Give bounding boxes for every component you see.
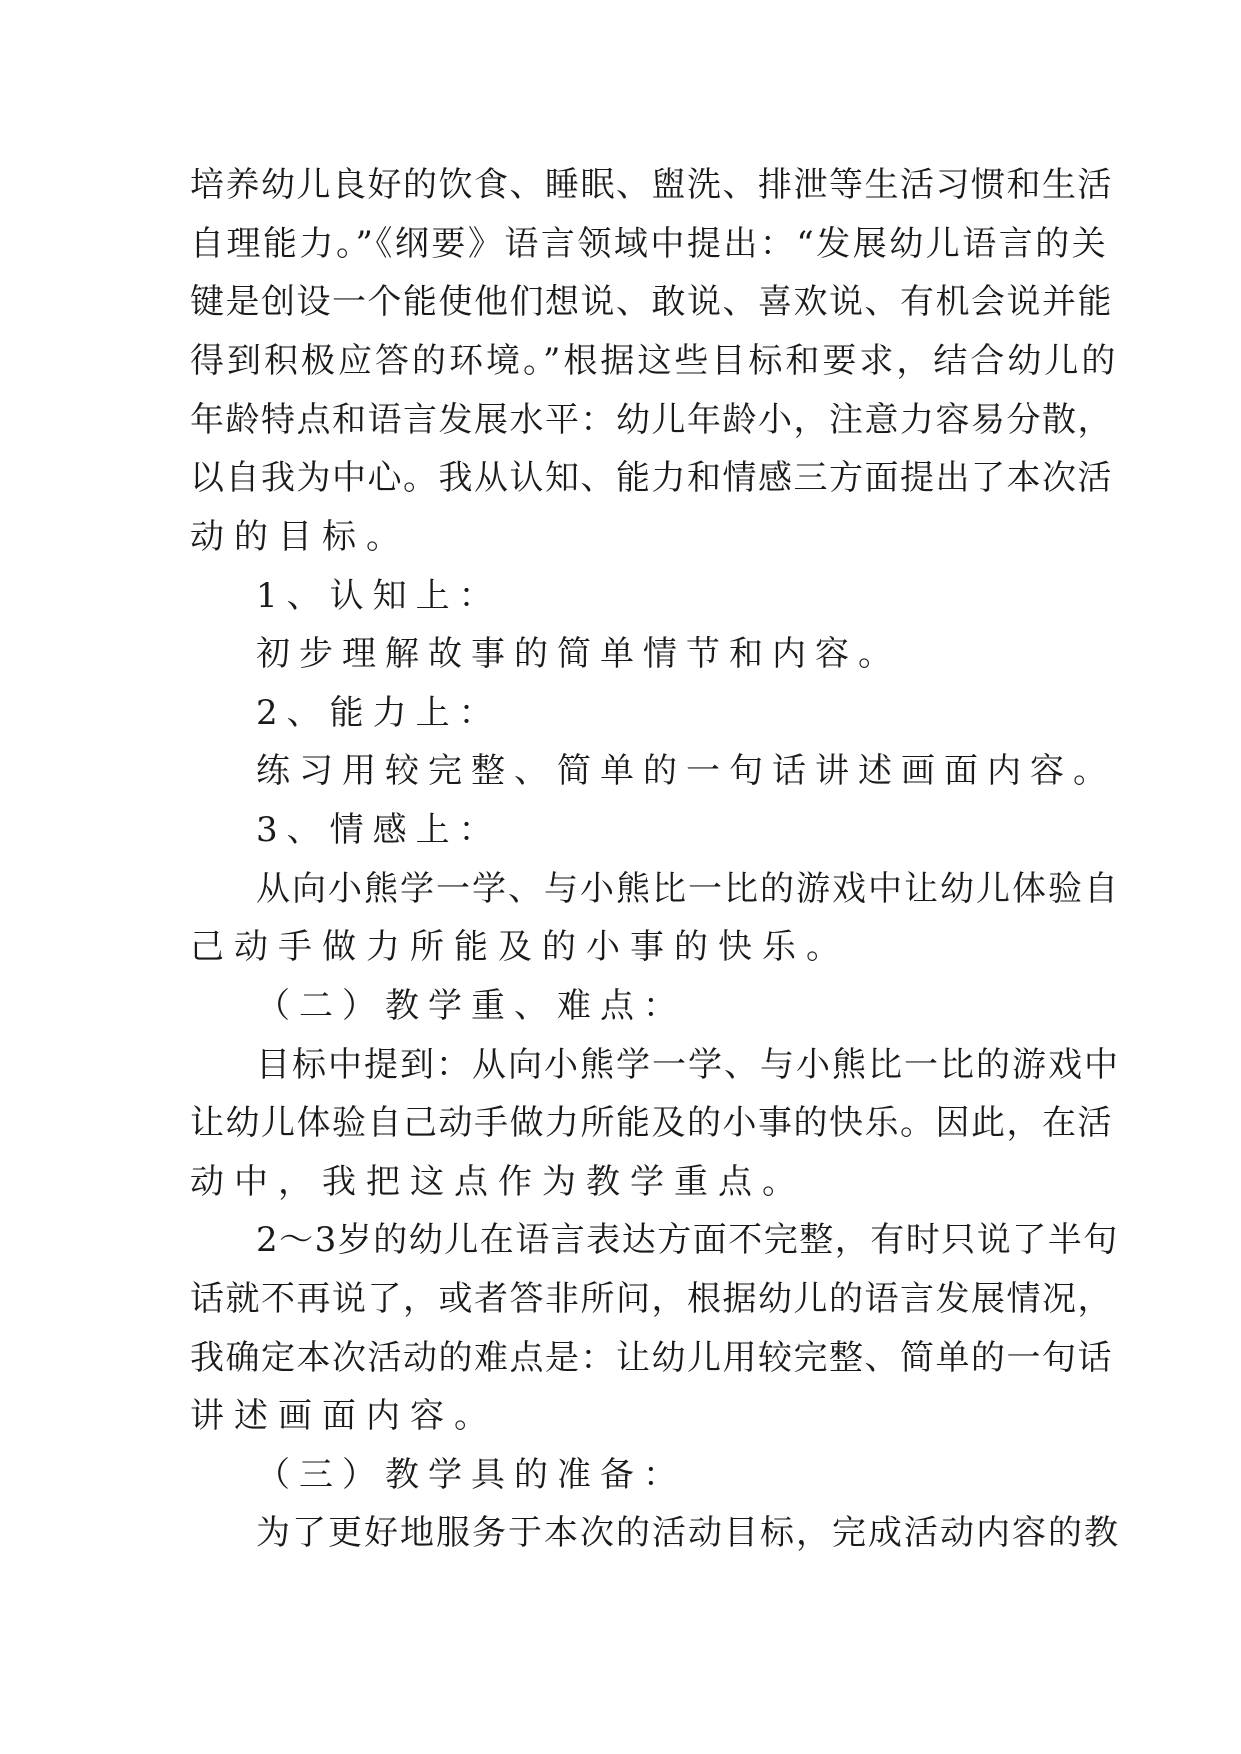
list-heading: 1、认知上： [256, 576, 502, 616]
list-heading: 3、情感上： [256, 810, 502, 850]
text-line: 让幼儿体验自己动手做力所能及的小事的快乐。因此，在活 [190, 1103, 1113, 1143]
text-line: 从向小熊学一学、与小熊比一比的游戏中让幼儿体验自 [256, 869, 1120, 909]
text-line: 练习用较完整、简单的一句话讲述画面内容。 [256, 751, 1116, 791]
text-line: 得到积极应答的环境。”根据这些目标和要求，结合幼儿的 [190, 341, 1119, 381]
text-line: 动中，我把这点作为教学重点。 [190, 1162, 806, 1202]
text-line: 初步理解故事的简单情节和内容。 [256, 634, 901, 674]
text-line: 年龄特点和语言发展水平：幼儿年龄小，注意力容易分散， [190, 400, 1113, 440]
text-line: 目标中提到：从向小熊学一学、与小熊比一比的游戏中 [256, 1045, 1120, 1085]
section-heading: （三）教学具的准备： [256, 1455, 686, 1495]
text-line: 话就不再说了，或者答非所问，根据幼儿的语言发展情况， [190, 1279, 1113, 1319]
text-line: 为了更好地服务于本次的活动目标，完成活动内容的教 [256, 1513, 1120, 1553]
text-line: 键是创设一个能使他们想说、敢说、喜欢说、有机会说并能 [190, 282, 1113, 322]
section-heading: （二）教学重、难点： [256, 986, 686, 1026]
text-line: 以自我为中心。我从认知、能力和情感三方面提出了本次活 [190, 458, 1113, 498]
list-heading: 2、能力上： [256, 693, 502, 733]
text-line: 2～3岁的幼儿在语言表达方面不完整，有时只说了半句 [256, 1220, 1119, 1260]
text-line: 培养幼儿良好的饮食、睡眠、盥洗、排泄等生活习惯和生活 [190, 165, 1113, 205]
text-line: 我确定本次活动的难点是：让幼儿用较完整、简单的一句话 [190, 1338, 1113, 1378]
text-line: 己动手做力所能及的小事的快乐。 [190, 927, 850, 967]
text-line: 讲述画面内容。 [190, 1396, 498, 1436]
text-line: 动的目标。 [190, 517, 410, 557]
text-line: 自理能力。”《纲要》语言领域中提出：“发展幼儿语言的关 [190, 224, 1109, 264]
